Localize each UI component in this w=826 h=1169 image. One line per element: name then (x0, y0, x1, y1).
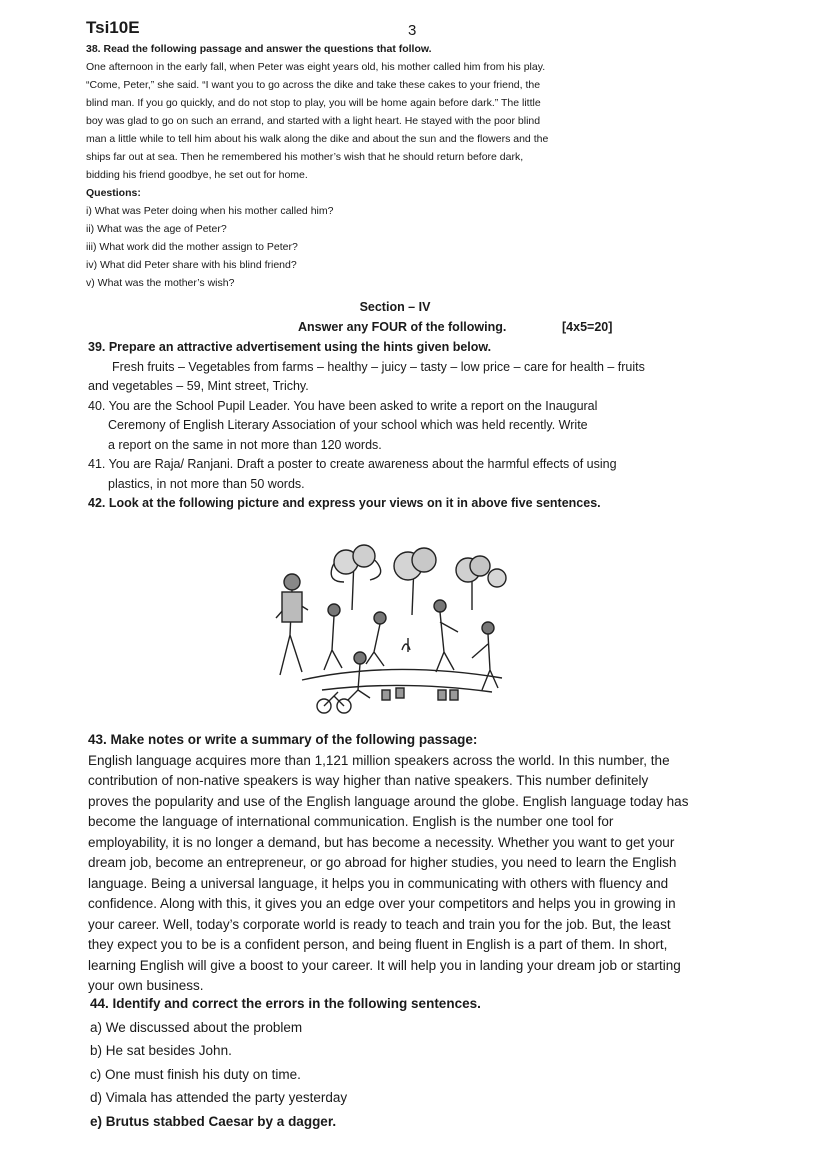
q44-item: c) One must finish his duty on time. (90, 1066, 301, 1082)
q43-passage-line: your own business. (88, 978, 204, 993)
q41-line: plastics, in not more than 50 words. (108, 476, 305, 491)
q40-line: Ceremony of English Literary Association of your school which was held recently. Write (108, 418, 588, 432)
q38-question: ii) What was the age of Peter? (86, 223, 227, 235)
question-44 (90, 992, 690, 1133)
q43-passage-line: proves the popularity and use of the English language around the globe. English language today has (88, 793, 689, 809)
q38-passage-line: “Come, Peter,” she said. “I want you to go across the dike and take these cakes to your friend, the (86, 79, 541, 91)
q40-line: 40. You are the School Pupil Leader. You have been asked to write a report on the Inaugural (88, 398, 598, 413)
question-38 (86, 40, 746, 292)
q39-heading: 39. Prepare an attractive advertisement using the hints given below. (88, 340, 492, 354)
q43-passage-line: your career. Well, today’s corporate world is ready to teach and train you for the job. But, the least (88, 916, 671, 932)
q43-passage-line: learning English will give a boost to your career. It will help you in landing your dream job or starting (88, 957, 681, 973)
q38-passage-line: man a little while to tell him about his walk along the dike and about the sun and the flowers and the (86, 133, 549, 145)
section-title: Section – IV (359, 300, 431, 314)
q38-question: iv) What did Peter share with his blind friend? (86, 259, 297, 271)
q43-passage-line: confidence. Along with this, it gives you an edge over your competitors and helps you in growing in (88, 896, 676, 911)
q38-passage-line: ships far out at sea. Then he remembered his mother’s wish that he should return before dark, (86, 151, 524, 163)
q43-heading: 43. Make notes or write a summary of the following passage: (88, 732, 478, 747)
q38-question: iii) What work did the mother assign to Peter? (86, 241, 298, 253)
q43-passage-line: contribution of non-native speakers is way higher than native speakers. This number definitely (88, 773, 649, 788)
q38-heading: 38. Read the following passage and answer the questions that follow. (86, 43, 432, 55)
children-planting-picture (262, 540, 524, 718)
q44-item: b) He sat besides John. (90, 1043, 232, 1058)
q38-passage-line: boy was glad to go on such an errand, and started with a light heart. He stayed with the poor blind (86, 115, 541, 127)
q40-line: a report on the same in not more than 120 words. (108, 437, 382, 452)
q38-passage-line: blind man. If you go quickly, and do not stop to play, you will be home again before dark.” The little (86, 97, 541, 109)
q39-hints-line: and vegetables – 59, Mint street, Trichy. (88, 379, 309, 393)
q44-item: d) Vimala has attended the party yesterday (90, 1090, 348, 1105)
paper-code: Tsi10E (86, 18, 140, 37)
section-instruction: Answer any FOUR of the following. (298, 320, 507, 334)
q42-heading: 42. Look at the following picture and express your views on it in above five sentences. (88, 496, 601, 510)
q38-question: v) What was the mother’s wish? (86, 277, 235, 289)
q43-passage-line: language. Being a universal language, it helps you in communicating with others with fluency and (88, 875, 669, 891)
q43-passage-line: English language acquires more than 1,121 million speakers across the world. In this number, the (88, 752, 670, 768)
q43-passage-line: employability, it is no longer a demand, but has become a necessity. Whether you want to get your (88, 834, 675, 850)
q38-questions-label: Questions: (86, 187, 141, 199)
q39-hints-line: Fresh fruits – Vegetables from farms – healthy – juicy – tasty – low price – care for health – fruits (112, 359, 645, 374)
q44-item: a) We discussed about the problem (90, 1019, 303, 1035)
q38-question: i) What was Peter doing when his mother called him? (86, 205, 334, 217)
q44-heading: 44. Identify and correct the errors in the following sentences. (90, 996, 481, 1011)
questions-39-42 (88, 338, 748, 514)
q43-passage-line: dream job, become an entrepreneur, or go abroad for higher studies, you need to learn the English (88, 855, 677, 870)
section-marks: [4x5=20] (562, 320, 613, 334)
q43-passage-line: become the language of international communication. English is the number one tool for (88, 814, 614, 829)
q43-passage-line: they expect you to be is a confident person, and being fluent in English is a part of them. In short, (88, 937, 668, 952)
q44-item: e) Brutus stabbed Caesar by a dagger. (90, 1113, 337, 1129)
question-43 (88, 730, 758, 997)
q41-line: 41. You are Raja/ Ranjani. Draft a poster to create awareness about the harmful effects of using (88, 457, 617, 471)
q38-passage-line: bidding his friend goodbye, he set out for home. (86, 169, 308, 181)
q38-passage-line: One afternoon in the early fall, when Peter was eight years old, his mother called him from his play. (86, 61, 546, 73)
page-number: 3 (408, 22, 417, 39)
